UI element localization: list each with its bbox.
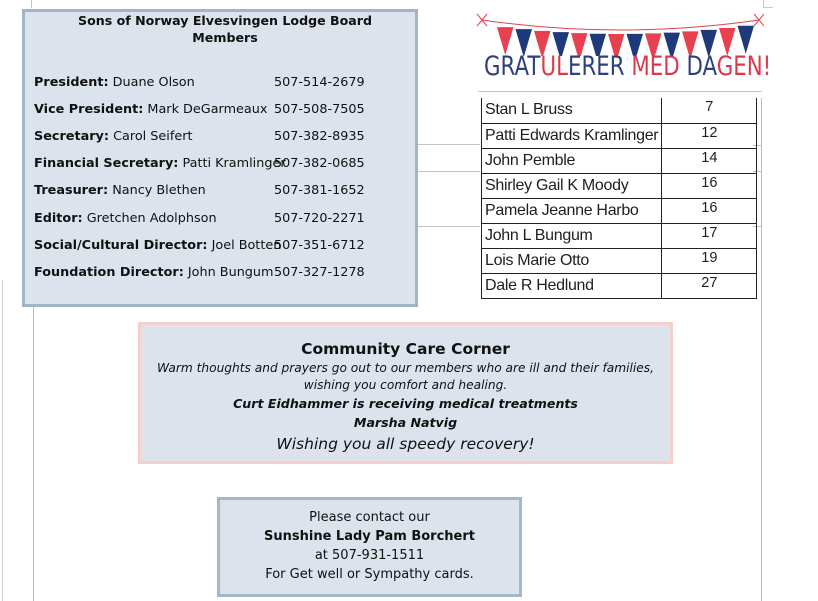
member-name: Patti Kramlinger <box>182 156 286 171</box>
greeting-part: ERER <box>567 51 632 82</box>
page-margin-line-right <box>761 98 762 601</box>
member-phone: 507-720-2271 <box>274 211 365 226</box>
birthday-name: Lois Marie Otto <box>482 248 662 273</box>
birthday-row <box>482 248 757 273</box>
banner-divider <box>478 91 762 92</box>
care-title: Community Care Corner <box>301 340 510 358</box>
board-member-row <box>34 155 365 173</box>
birthday-banner <box>474 6 772 92</box>
birthday-name: Stan L Bruss <box>482 98 662 123</box>
sunshine-lady-box <box>217 497 522 597</box>
birthday-row <box>482 273 757 298</box>
birthday-day: 19 <box>662 248 757 273</box>
birthday-row <box>482 198 757 223</box>
bunting-flag <box>738 26 755 54</box>
member-name: Nancy Blethen <box>112 183 206 198</box>
member-role: Editor: <box>34 211 83 226</box>
member-role: Treasurer: <box>34 183 109 198</box>
birthday-day: 16 <box>662 198 757 223</box>
care-note-2: Marsha Natvig <box>353 415 458 430</box>
member-name: Carol Seifert <box>113 129 193 144</box>
birthday-row <box>482 98 757 123</box>
care-message-line1: Warm thoughts and prayers go out to our members who are ill and their families, <box>157 361 654 375</box>
birthday-day: 27 <box>662 273 757 298</box>
member-name: Joel Botten <box>211 238 282 253</box>
birthday-row <box>482 123 757 148</box>
birthday-name: Shirley Gail K Moody <box>482 173 662 198</box>
page-margin-line-left <box>33 300 34 601</box>
member-phone: 507-327-1278 <box>274 265 365 280</box>
member-phone: 507-382-8935 <box>274 129 365 144</box>
member-name: John Bungum <box>187 265 274 280</box>
greeting-part: DA <box>686 51 717 82</box>
member-role: Financial Secretary: <box>34 156 179 171</box>
sunshine-phone: at 507-931-1511 <box>314 548 425 563</box>
board-member-row <box>34 101 365 119</box>
birthday-name: Patti Edwards Kramlinger <box>482 123 662 148</box>
birthday-name: John L Bungum <box>482 223 662 248</box>
member-phone: 507-382-0685 <box>274 156 365 171</box>
care-wish: Wishing you all speedy recovery! <box>276 435 535 453</box>
member-phone: 507-381-1652 <box>274 183 365 198</box>
member-phone: 507-508-7505 <box>274 102 365 117</box>
community-care-box <box>138 322 673 464</box>
board-members-box <box>22 9 418 307</box>
grid-line <box>418 144 480 145</box>
member-phone: 507-514-2679 <box>274 75 365 90</box>
birthday-row <box>482 148 757 173</box>
board-member-row <box>34 128 365 146</box>
board-member-row <box>34 237 365 255</box>
member-phone: 507-351-6712 <box>274 238 365 253</box>
care-message-line2: wishing you comfort and healing. <box>303 378 508 392</box>
member-name: Duane Olson <box>112 75 195 90</box>
greeting-part: GEN! <box>716 51 772 82</box>
birthday-day: 17 <box>662 223 757 248</box>
birthday-row <box>482 223 757 248</box>
birthday-name: Dale R Hedlund <box>482 273 662 298</box>
grid-line <box>418 171 480 172</box>
birthday-day: 14 <box>662 148 757 173</box>
bunting-string <box>482 20 759 30</box>
birthday-name: Pamela Jeanne Harbo <box>482 198 662 223</box>
page-edge-left <box>2 280 3 601</box>
greeting-part: UL <box>540 51 568 82</box>
member-role: Secretary: <box>34 129 109 144</box>
grid-line <box>418 226 480 227</box>
birthday-day: 16 <box>662 173 757 198</box>
care-note-1: Curt Eidhammer is receiving medical treatments <box>233 396 578 411</box>
birthday-row <box>482 173 757 198</box>
member-role: Foundation Director: <box>34 265 184 280</box>
member-role: President: <box>34 75 109 90</box>
board-member-row <box>34 182 365 200</box>
member-role: Social/Cultural Director: <box>34 238 208 253</box>
board-member-row <box>34 74 365 92</box>
page-corner-mark <box>22 0 32 8</box>
sunshine-line1: Please contact our <box>309 510 430 525</box>
birthday-day: 7 <box>662 98 757 123</box>
sunshine-contact-name: Sunshine Lady Pam Borchert <box>264 529 475 544</box>
sunshine-purpose: For Get well or Sympathy cards. <box>265 567 474 582</box>
member-role: Vice President: <box>34 102 144 117</box>
greeting-part: GRAT <box>484 51 541 82</box>
bunting-flags-icon <box>474 6 766 56</box>
birthday-name: John Pemble <box>482 148 662 173</box>
birthday-day: 12 <box>662 123 757 148</box>
member-name: Gretchen Adolphson <box>86 211 217 226</box>
board-member-row <box>34 264 365 282</box>
birthday-table <box>481 98 757 299</box>
member-name: Mark DeGarmeaux <box>147 102 268 117</box>
board-title: Sons of Norway Elvesvingen Lodge Board Members <box>78 13 372 45</box>
banner-greeting <box>484 51 772 82</box>
greeting-part: MED <box>631 51 687 82</box>
board-member-row <box>34 210 365 228</box>
